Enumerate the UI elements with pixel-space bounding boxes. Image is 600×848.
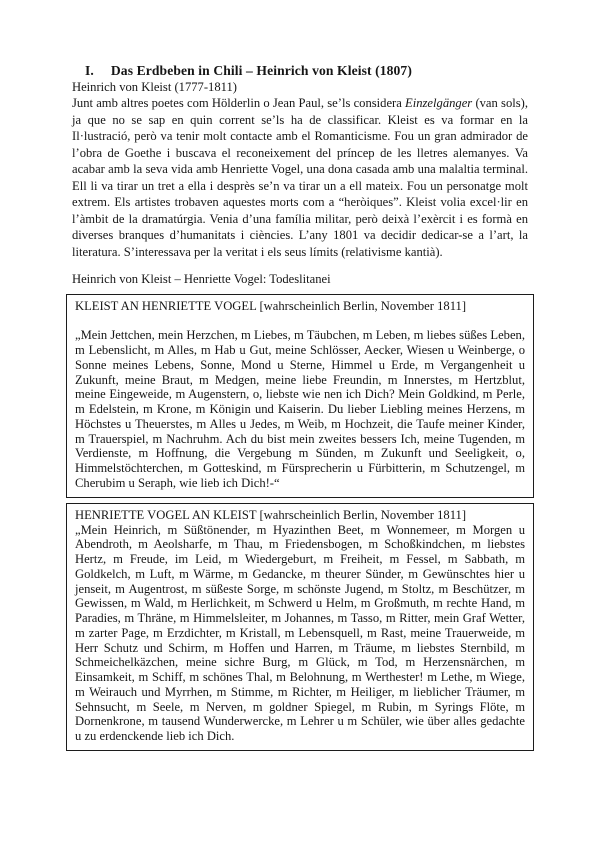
- letter-header: HENRIETTE VOGEL AN KLEIST [wahrscheinlich Berlin, November 1811]: [75, 507, 467, 522]
- intro-paragraph: [72, 95, 528, 260]
- letter-header: KLEIST AN HENRIETTE VOGEL [wahrscheinlich Berlin, November 1811]: [75, 299, 467, 314]
- intro-text-before: Junt amb altres poetes com Hölderlin o Jean Paul, se’ls considera: [72, 96, 406, 110]
- intro-text-after: (van sols), ja que no se sap en quin corrent se’ls ha de classificar. Kleist es va formar en la Il·lustració, però va tenir molt contacte amb el Romanticisme. Fou un gran admirador de l’obra de Goethe i buscava el reconeixement del príncep de les lletres alemanyes. Va acabar amb la seva vida amb Henriette Vogel, una dona casada amb una malaltia terminal. Ell li va tirar un tret a ella i desprès se’n va tirar un a ell mateix. Fou un personatge molt extrem. Els artistes trobaven aquestes morts com a “heròiques”. Kleist volia excel·lir en l’àmbit de la dramatúrgia. Venia d’una família militar, però deixà l’exèrcit i es formà en diverses branques d’humanitats i ciències. L’any 1801 va decidir dedicar-se a l’art, la literatura. S’interessava per la veritat i els seus límits (relativisme kantià).: [72, 96, 528, 259]
- letter-body: „Mein Jettchen, mein Herzchen, m Liebes, m Täubchen, m Leben, m liebes süßes Leben, m Lebenslicht, m Alles, m Hab u Gut, meine Schlösser, Aecker, Wiesen u Weinberge, o Sonne meines Lebens, Sonne, Mond u Sterne, Himmel u Erde, m Vergangenheit u Zukunft, meine Braut, m Medgen, meine liebe Freundin, m Innerstes, m Hertzblut, meine Eingeweide, m Augenstern, o, liebste wie nen ich Dich? Mein Goldkind, m Perle, m Edelstein, m Krone, m Königin und Kaiserin. Du lieber Liebling meines Herzens, m Höchstes u Theuerstes, m Alles u Jedes, m Weib, m Hochzeit, die Taufe meiner Kinder, m Trauerspiel, m Nachruhm. Ach du bist mein zweites bessers Ich, meine Tugenden, m Verdienste, m Hoffnung, die Vergebung m Sünden, m Zukunft und Seeligkeit, o, Himmelstöchterchen, m Gotteskind, m Fürsprecherin u Fürbitterin, m Schutzengel, m Cherubim u Seraph, wie lieb ich Dich!-“: [75, 328, 525, 490]
- page-title: [72, 62, 528, 79]
- section-label: Heinrich von Kleist – Henriette Vogel: Todeslitanei: [72, 272, 331, 287]
- author-line: Heinrich von Kleist (1777-1811): [72, 80, 237, 94]
- heading-number: I.: [85, 63, 94, 78]
- heading-title: Das Erdbeben in Chili – Heinrich von Kleist (1807): [110, 63, 412, 78]
- letter-body: „Mein Heinrich, m Süßtönender, m Hyazinthen Beet, m Wonnemeer, m Morgen u Abendroth, m Aeolsharfe, m Thau, m Friedensbogen, m Schoßkindchen, m liebstes Hertz, m Freude, im Leid, m Wiedergeburt, m Freiheit, m Fessel, m Sabbath, m Goldkelch, m Luft, m Wärme, m Gedancke, m theurer Sünder, m Gewünschtes hier u jenseit, m Augentrost, m süßeste Sorge, m schönste Jugend, m Stoltz, m Beschützer, m Gewissen, m Wald, m Herlichkeit, m Schwerd u Helm, m Großmuth, m rechte Hand, m Paradies, m Thräne, m Himmelsleiter, m Johannes, m Tasso, m Ritter, mein Graf Wetter, m zarter Page, m Erzdichter, m Kristall, m Lebensquell, m Rast, meine Trauerweide, m Herr Schutz und Schirm, m Hoffen und Harren, m Träume, m liebstes Sternbild, m Schmeichelkäzchen, meine sichre Burg, m Glück, m Tod, m Herzensnärchen, m Einsamkeit, m Schiff, m schönes Thal, m Belohnung, m Werthester! m Lethe, m Wiege, m Weirauch und Myrrhen, m Stimme, m Richter, m Heiliger, m lieblicher Träumer, m Sehnsucht, m Seele, m Nerven, m goldner Spiegel, m Rubin, m Syrings Flöte, m Dornenkrone, m tausend Wunderwercke, m Lehrer u m Schüler, wie über alles gedachte u zu erdenckende lieb ich Dich.: [75, 522, 525, 744]
- letter-box-kleist-to-vogel: [66, 294, 534, 497]
- letter-box-vogel-to-kleist: [66, 503, 534, 751]
- intro-italic-term: Einzelgänger: [405, 96, 473, 110]
